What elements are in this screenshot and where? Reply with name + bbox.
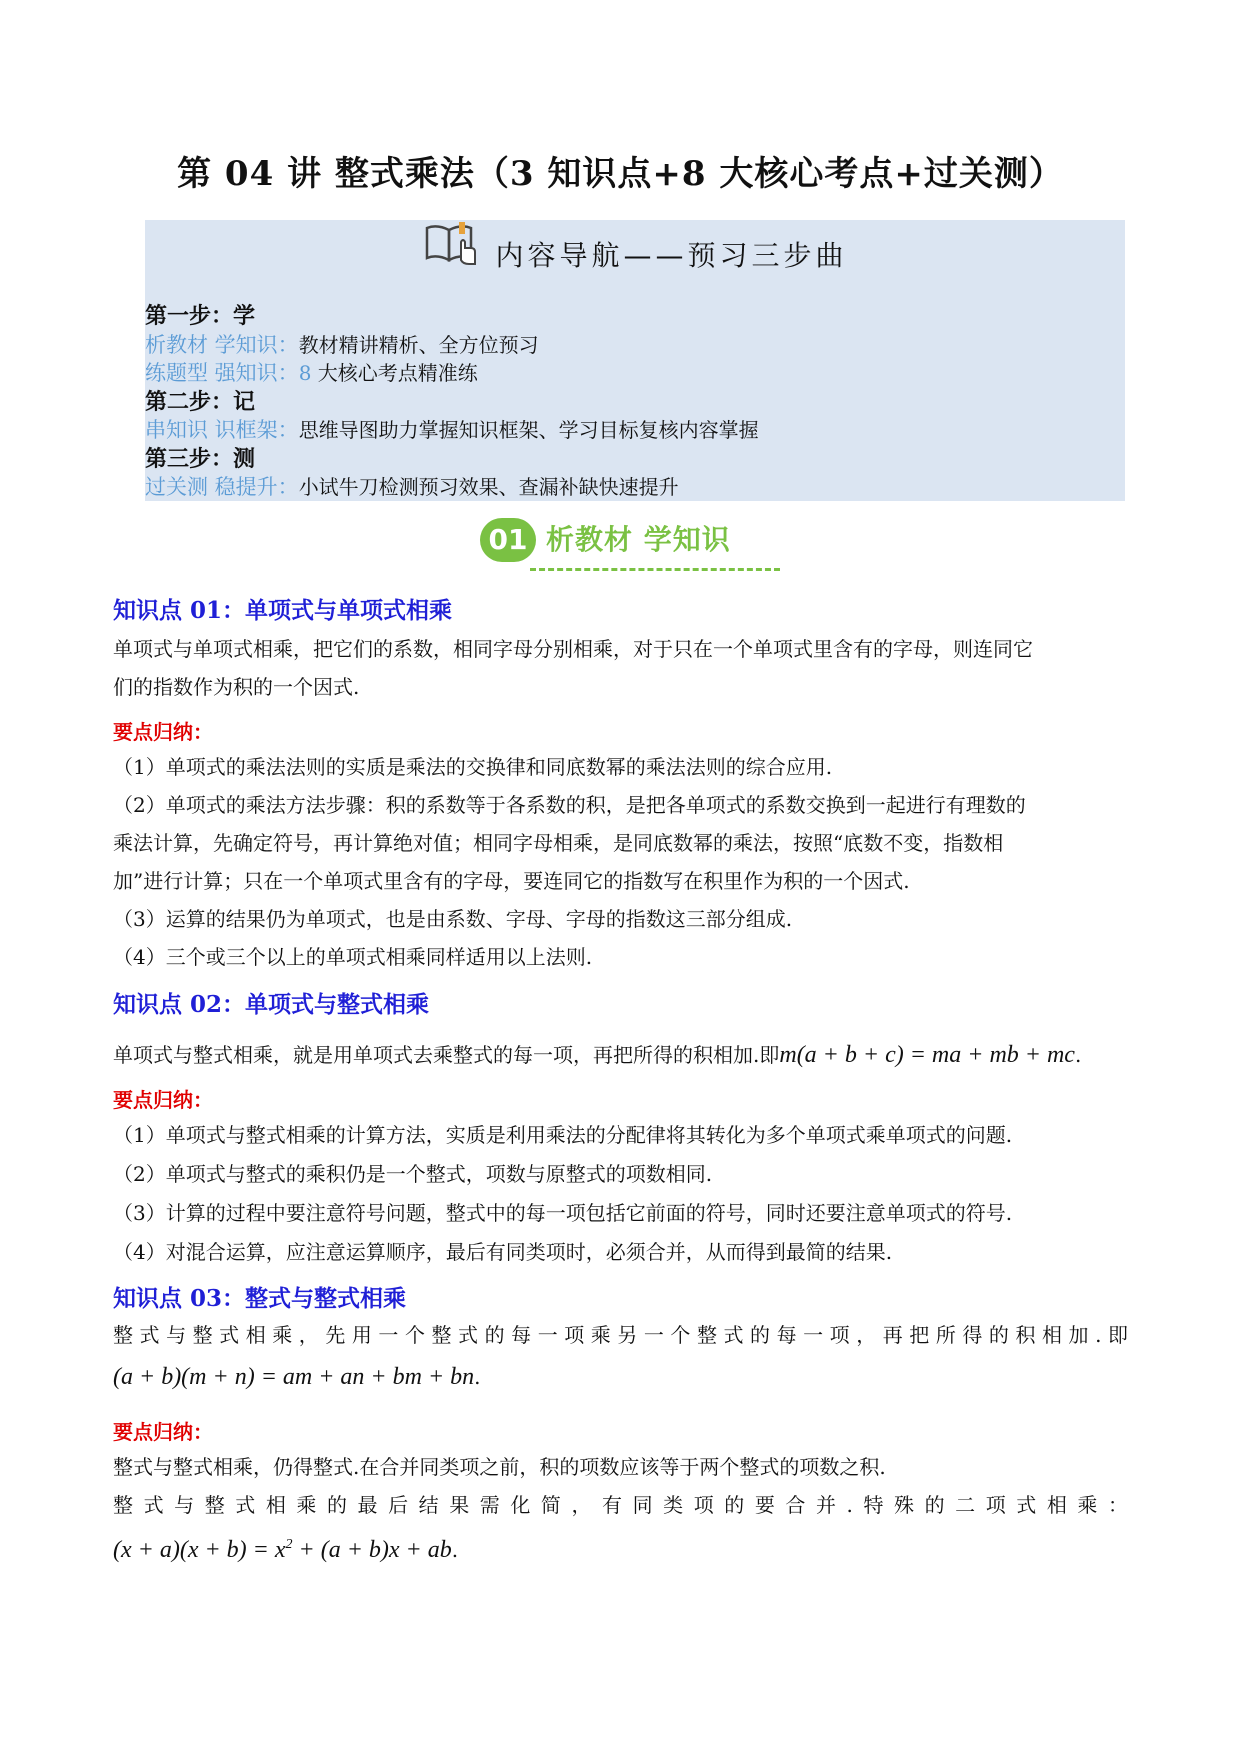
kp1-point-4: （4）三个或三个以上的单项式相乘同样适用以上法则.: [113, 945, 593, 969]
nav-row-1-text: 教材精讲精析、全方位预习: [298, 332, 539, 357]
step-3: 第三步：测: [145, 445, 256, 472]
kp2-summary-label: 要点归纳：: [113, 1088, 213, 1112]
nav-header-text: 内容导航——预习三步曲: [495, 239, 848, 272]
nav-row-3-text: 思维导图助力掌握知识框架、学习目标复核内容掌握: [298, 418, 759, 442]
nav-row-2-text: 大核心考点精准练: [311, 361, 478, 385]
kp2-point-1: （1）单项式与整式相乘的计算方法，实质是利用乘法的分配律将其转化为多个单项式乘单项式的问题.: [113, 1123, 1013, 1147]
page-title: 第 04 讲 整式乘法（3 知识点+8 大核心考点+过关测）: [177, 154, 1064, 194]
nav-row-1: [145, 331, 1125, 360]
kp3-formula-2-exponent: 2: [285, 1537, 293, 1552]
kp1-point-1: （1）单项式的乘法法则的实质是乘法的交换律和同底数幂的乘法法则的综合应用.: [113, 755, 833, 779]
dashed-underline: [530, 568, 780, 571]
kp1-body-line-2: 们的指数作为积的一个因式.: [113, 675, 360, 699]
nav-row-1-tag: 析教材 学知识：: [145, 332, 299, 357]
nav-row-2-tag: 练题型 强知识：: [145, 361, 299, 385]
nav-row-4: [145, 473, 1125, 502]
kp3-point-1: 整式与整式相乘，仍得整式.在合并同类项之前，积的项数应该等于两个整式的项数之积.: [113, 1455, 886, 1479]
kp1-body-line-1: 单项式与单项式相乘，把它们的系数，相同字母分别相乘，对于只在一个单项式里含有的字母，则连同它: [113, 637, 1033, 661]
kp3-formula-1: (a + b)(m + n) = am + an + bm + bn: [113, 1364, 475, 1390]
kp3-heading: 知识点 03：整式与整式相乘: [113, 1285, 407, 1312]
nav-row-3: [145, 416, 1125, 445]
book-icon: [423, 220, 479, 292]
section-banner: [480, 518, 780, 576]
step-2: 第二步：记: [145, 388, 256, 415]
nav-steps: [145, 302, 1125, 502]
nav-row-2: [145, 359, 1125, 388]
kp3-formula-2: [113, 1537, 452, 1563]
kp3-formula-2-part-b: + (a + b)x + ab: [292, 1537, 452, 1563]
kp2-body: 单项式与整式相乘，就是用单项式去乘整式的每一项，再把所得的积相加.即m(a + b + c) = ma + mb + mc.: [113, 1042, 1082, 1068]
section-number-badge: 01: [480, 518, 536, 562]
kp3-formula-2-part-a: (x + a)(x + b) = x: [113, 1537, 286, 1563]
section-banner-text: 析教材 学知识: [546, 523, 731, 556]
kp1-point-2-line-2: 乘法计算，先确定符号，再计算绝对值；相同字母相乘，是同底数幂的乘法，按照“底数不变，指数相: [113, 831, 1004, 855]
kp1-summary-label: 要点归纳：: [113, 720, 213, 744]
nav-row-3-tag: 串知识 识框架：: [145, 418, 299, 442]
kp2-point-2: （2）单项式与整式的乘积仍是一个整式，项数与原整式的项数相同.: [113, 1162, 713, 1186]
kp1-heading: 知识点 01：单项式与单项式相乘: [113, 597, 453, 624]
kp3-point-2-line-1: 整式与整式相乘的最后结果需化简，有同类项的要合并.特殊的二项式相乘：: [113, 1493, 1128, 1517]
kp2-point-4: （4）对混合运算，应注意运算顺序，最后有同类项时，必须合并，从而得到最简的结果.: [113, 1240, 893, 1264]
nav-row-4-text: 小试牛刀检测预习效果、查漏补缺快速提升: [298, 475, 679, 499]
kp1-point-2-line-1: （2）单项式的乘法方法步骤：积的系数等于各系数的积，是把各单项式的系数交换到一起进行有理数的: [113, 793, 1026, 817]
kp2-formula: m(a + b + c) = ma + mb + mc: [779, 1042, 1075, 1068]
kp1-point-3: （3）运算的结果仍为单项式，也是由系数、字母、字母的指数这三部分组成.: [113, 907, 793, 931]
nav-header: [145, 220, 1125, 290]
kp3-formula-line: (a + b)(m + n) = am + an + bm + bn.: [113, 1364, 481, 1390]
kp3-summary-label: 要点归纳：: [113, 1420, 213, 1444]
kp3-body-line-1: 整式与整式相乘，先用一个整式的每一项乘另一个整式的每一项，再把所得的积相加.即: [113, 1323, 1128, 1347]
nav-row-4-tag: 过关测 稳提升：: [145, 475, 299, 499]
step-1: 第一步：学: [145, 303, 256, 329]
kp3-formula-2-line: $(x + a)(x + b) = x^2 + (a + b)x$ + ab.: [113, 1537, 459, 1563]
kp1-point-2-line-3: 加”进行计算；只在一个单项式里含有的字母，要连同它的指数写在积里作为积的一个因式.: [113, 869, 910, 893]
kp2-body-text: 单项式与整式相乘，就是用单项式去乘整式的每一项，再把所得的积相加.即: [113, 1043, 780, 1067]
nav-row-2-number: 8: [298, 361, 312, 385]
kp2-point-3: （3）计算的过程中要注意符号问题，整式中的每一项包括它前面的符号，同时还要注意单项式的符号.: [113, 1201, 1013, 1225]
kp2-heading: 知识点 02：单项式与整式相乘: [113, 991, 430, 1018]
